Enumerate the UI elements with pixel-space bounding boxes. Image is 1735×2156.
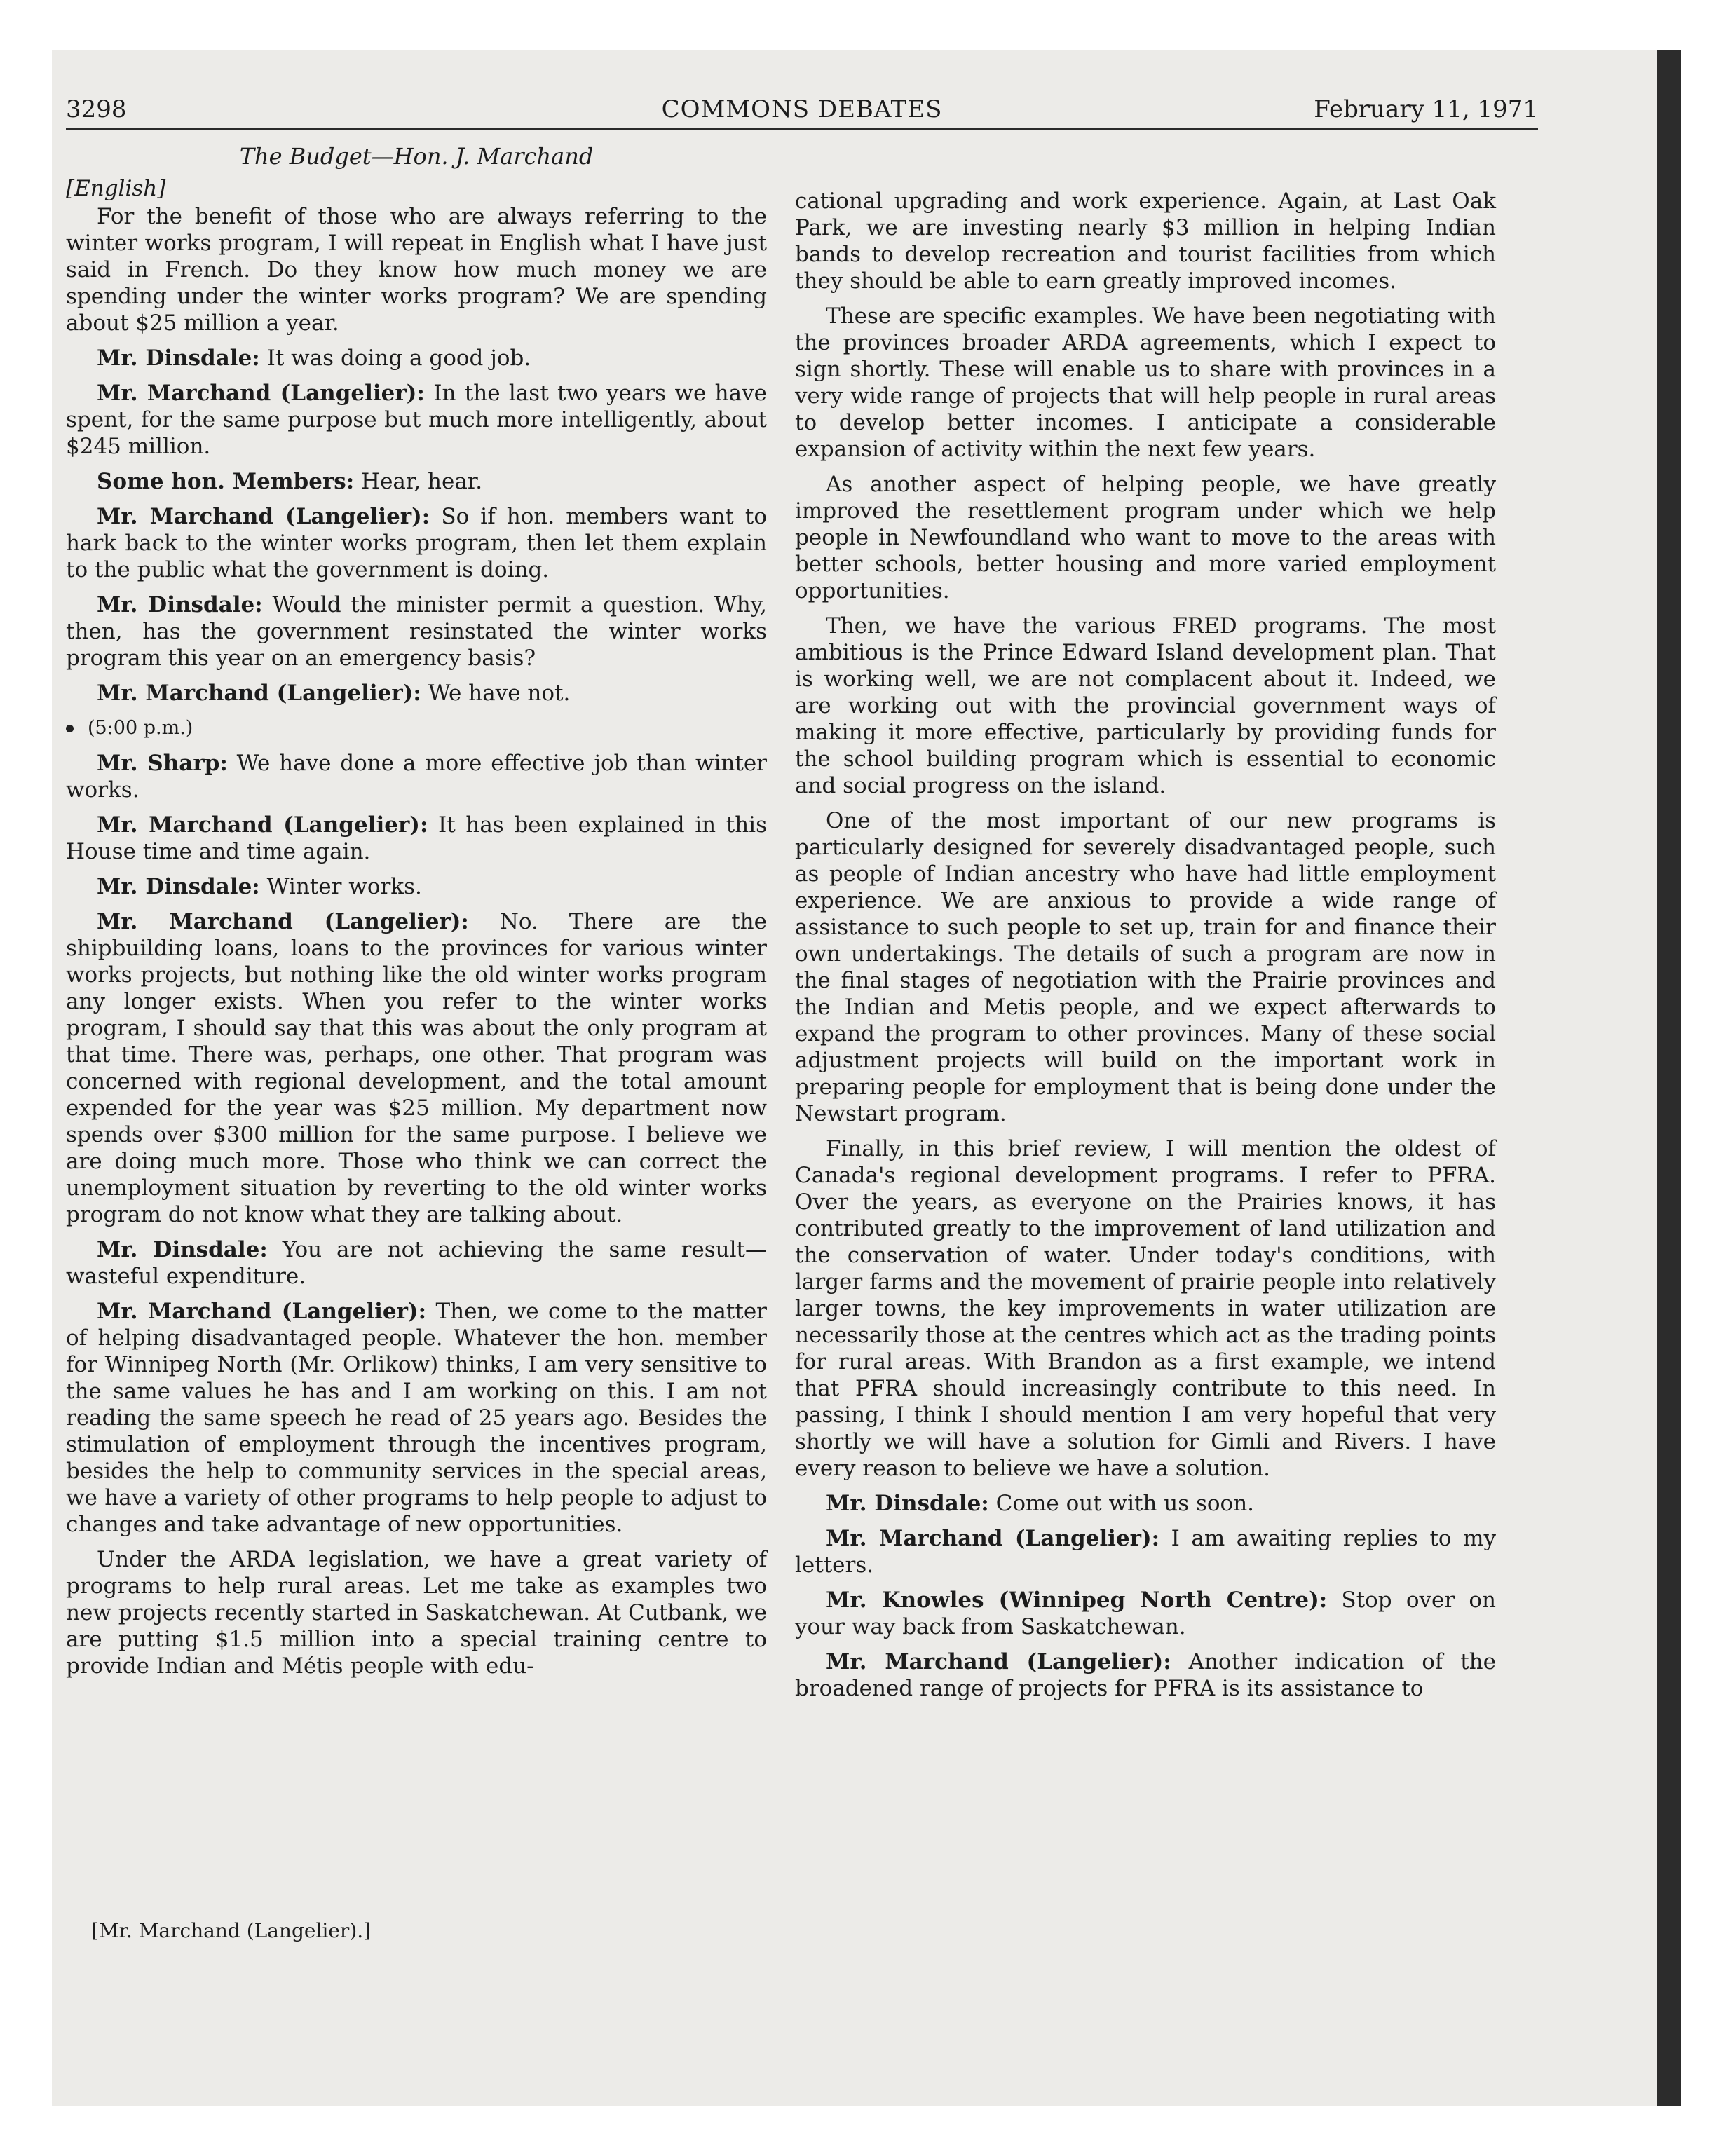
speaker-name: Mr. Marchand (Langelier):: [97, 681, 421, 706]
speech-paragraph: [66, 680, 767, 707]
paragraph: For the benefit of those who are always referring to the winter works program, I will repeat in English what I have just said in French. Do they know how much money we are spending under the winter works program? We are spending about $25 million a year.: [66, 204, 767, 336]
speech-text: Winter works.: [266, 874, 422, 899]
speech-paragraph: [66, 873, 767, 900]
language-marker: [English]: [66, 176, 166, 201]
speech-text: We have not.: [428, 681, 571, 706]
speech-paragraph: [795, 1649, 1496, 1702]
speech-paragraph: [66, 380, 767, 460]
time-marker: [66, 715, 767, 742]
speech-text: It has been explained in this House time and time again.: [66, 812, 767, 864]
speech-text: I am awaiting replies to my letters.: [795, 1526, 1496, 1578]
speaker-name: Some hon. Members:: [97, 469, 355, 494]
speech-text: We have done a more effective job than winter works.: [66, 751, 767, 803]
time-text: (5:00 p.m.): [88, 717, 193, 739]
speech-text: Stop over on your way back from Saskatchewan.: [795, 1588, 1496, 1639]
speech-text: You are not achieving the same result—wasteful expenditure.: [66, 1237, 767, 1289]
speech-paragraph: [795, 1525, 1496, 1578]
publication-title: COMMONS DEBATES: [661, 95, 943, 123]
speech-paragraph: [66, 908, 767, 1228]
speaker-name: Mr. Marchand (Langelier):: [97, 504, 430, 529]
page-date: February 11, 1971: [1314, 95, 1538, 123]
speech-text: Hear, hear.: [361, 469, 483, 494]
speaker-name: Mr. Dinsdale:: [826, 1491, 989, 1516]
speaker-name: Mr. Marchand (Langelier):: [97, 812, 428, 838]
page-header: [66, 91, 1538, 130]
speaker-name: Mr. Marchand (Langelier):: [826, 1649, 1171, 1674]
speech-paragraph: [66, 503, 767, 583]
speaker-name: Mr. Dinsdale:: [97, 346, 260, 371]
paragraph: Then, we have the various FRED programs. The most ambitious is the Prince Edward Island development plan. That is working well, we are not complacent about it. Indeed, we are working out with the provincial government ways of making it more effective, particularly by providing funds for the school building program which is essential to economic and social progress on the island.: [795, 613, 1496, 798]
speech-text: So if hon. members want to hark back to the winter works program, then let them explain to the public what the government is doing.: [66, 504, 768, 582]
speaker-name: Mr. Dinsdale:: [97, 1237, 268, 1262]
paragraph: Under the ARDA legislation, we have a great variety of programs to help rural areas. Let me take as examples two new projects recently started in Saskatchewan. At Cutbank, we are putting $1.5 million into a special training centre to provide Indian and Métis people with edu-: [66, 1547, 767, 1679]
paragraph: Finally, in this brief review, I will mention the oldest of Canada's regional development programs. I refer to PFRA. Over the years, as everyone on the Prairies knows, it has contributed greatly to the improvement of land utilization and the conservation of water. Under today's conditions, with larger farms and the movement of prairie people into relatively larger towns, the key improvements in water utilization are necessarily those at the centres which act as the trading points for rural areas. With Brandon as a first example, we intend that PFRA should increasingly contribute to this need. In passing, I think I should mention I am very hopeful that very shortly we will have a solution for Gimli and Rivers. I have every reason to believe we have a solution.: [795, 1136, 1496, 1481]
speech-text: It was doing a good job.: [266, 346, 531, 371]
page-binding-edge: [1657, 50, 1681, 2106]
page-number: 3298: [66, 95, 127, 123]
speech-paragraph: [66, 345, 767, 371]
speech-paragraph: [66, 812, 767, 865]
paragraph: cational upgrading and work experience. Again, at Last Oak Park, we are investing nearly $3 million in helping Indian bands to develop recreation and tourist facilities from which they should be able to earn greatly improved incomes.: [795, 189, 1496, 294]
speech-paragraph: [66, 750, 767, 803]
paragraph: One of the most important of our new programs is particularly designed for severely disadvantaged people, such as people of Indian ancestry who have had little employment experience. We are anxious to provide a wide range of assistance to such people to set up, train for and finance their own undertakings. The details of such a program are now in the final stages of negotiation with the Prairie provinces and the Indian and Metis people, and we expect afterwards to expand the program to other provinces. Many of these social adjustment projects will build on the important work in preparing people for employment that is being done under the Newstart program.: [795, 808, 1496, 1126]
speech-paragraph: [66, 1236, 767, 1290]
speaker-name: Mr. Knowles (Winnipeg North Centre):: [826, 1588, 1328, 1613]
speech-paragraph: [66, 468, 767, 495]
speech-paragraph: [66, 1298, 767, 1538]
speech-paragraph: [66, 592, 767, 671]
speech-paragraph: [795, 1587, 1496, 1640]
speaker-name: Mr. Marchand (Langelier):: [826, 1526, 1160, 1551]
speech-text: In the last two years we have spent, for the same purpose but much more intelligently, about $245 million.: [66, 381, 767, 459]
speech-paragraph: [795, 1490, 1496, 1517]
paragraph: As another aspect of helping people, we have greatly improved the resettlement program under which we help people in Newfoundland who want to move to the areas with better schools, better housing and more varied employment opportunities.: [795, 472, 1496, 603]
speaker-name: Mr. Dinsdale:: [97, 592, 263, 618]
speaker-name: Mr. Marchand (Langelier):: [97, 909, 469, 934]
paragraph: These are specific examples. We have been negotiating with the provinces broader ARDA agreements, which I expect to sign shortly. These will enable us to share with provinces in a very wide range of projects that will help people in rural areas to develop better incomes. I anticipate a considerable expansion of activity within the next few years.: [795, 303, 1496, 462]
running-head: The Budget—Hon. J. Marchand: [239, 143, 594, 170]
speaker-name: Mr. Marchand (Langelier):: [97, 381, 425, 406]
speech-text: Then, we come to the matter of helping disadvantaged people. Whatever the hon. member for Winnipeg North (Mr. Orlikow) thinks, I am very sensitive to the same values he has and I am working on this. I am not reading the same speech he read of 25 years ago. Besides the stimulation of employment through the incentives program, besides the help to community services in the special areas, we have a variety of other programs to help people to adjust to changes and take advantage of new opportunities.: [66, 1299, 767, 1537]
bullet-icon: [66, 725, 74, 732]
speech-text: Another indication of the broadened range of projects for PFRA is its assistance to: [795, 1649, 1496, 1701]
speaker-footnote: [Mr. Marchand (Langelier).]: [91, 1919, 372, 1942]
speaker-name: Mr. Dinsdale:: [97, 874, 260, 899]
speech-text: No. There are the shipbuilding loans, loans to the provinces for various winter works projects, but nothing like the old winter works program any longer exists. When you refer to the winter works program, I should say that this was about the only program at that time. There was, perhaps, one other. That program was concerned with regional development, and the total amount expended for the year was $25 million. My department now spends over $300 million for the same purpose. I believe we are doing much more. Those who think we can correct the unemployment situation by reverting to the old winter works program do not know what they are talking about.: [66, 909, 767, 1227]
left-column: [66, 175, 767, 1688]
speech-text: Would the minister permit a question. Why, then, has the government resinstated the winter works program this year on an emergency basis?: [66, 592, 767, 671]
speaker-name: Mr. Marchand (Langelier):: [97, 1299, 427, 1324]
speaker-name: Mr. Sharp:: [97, 751, 228, 776]
speech-text: Come out with us soon.: [995, 1491, 1255, 1516]
right-column: [795, 188, 1496, 1710]
